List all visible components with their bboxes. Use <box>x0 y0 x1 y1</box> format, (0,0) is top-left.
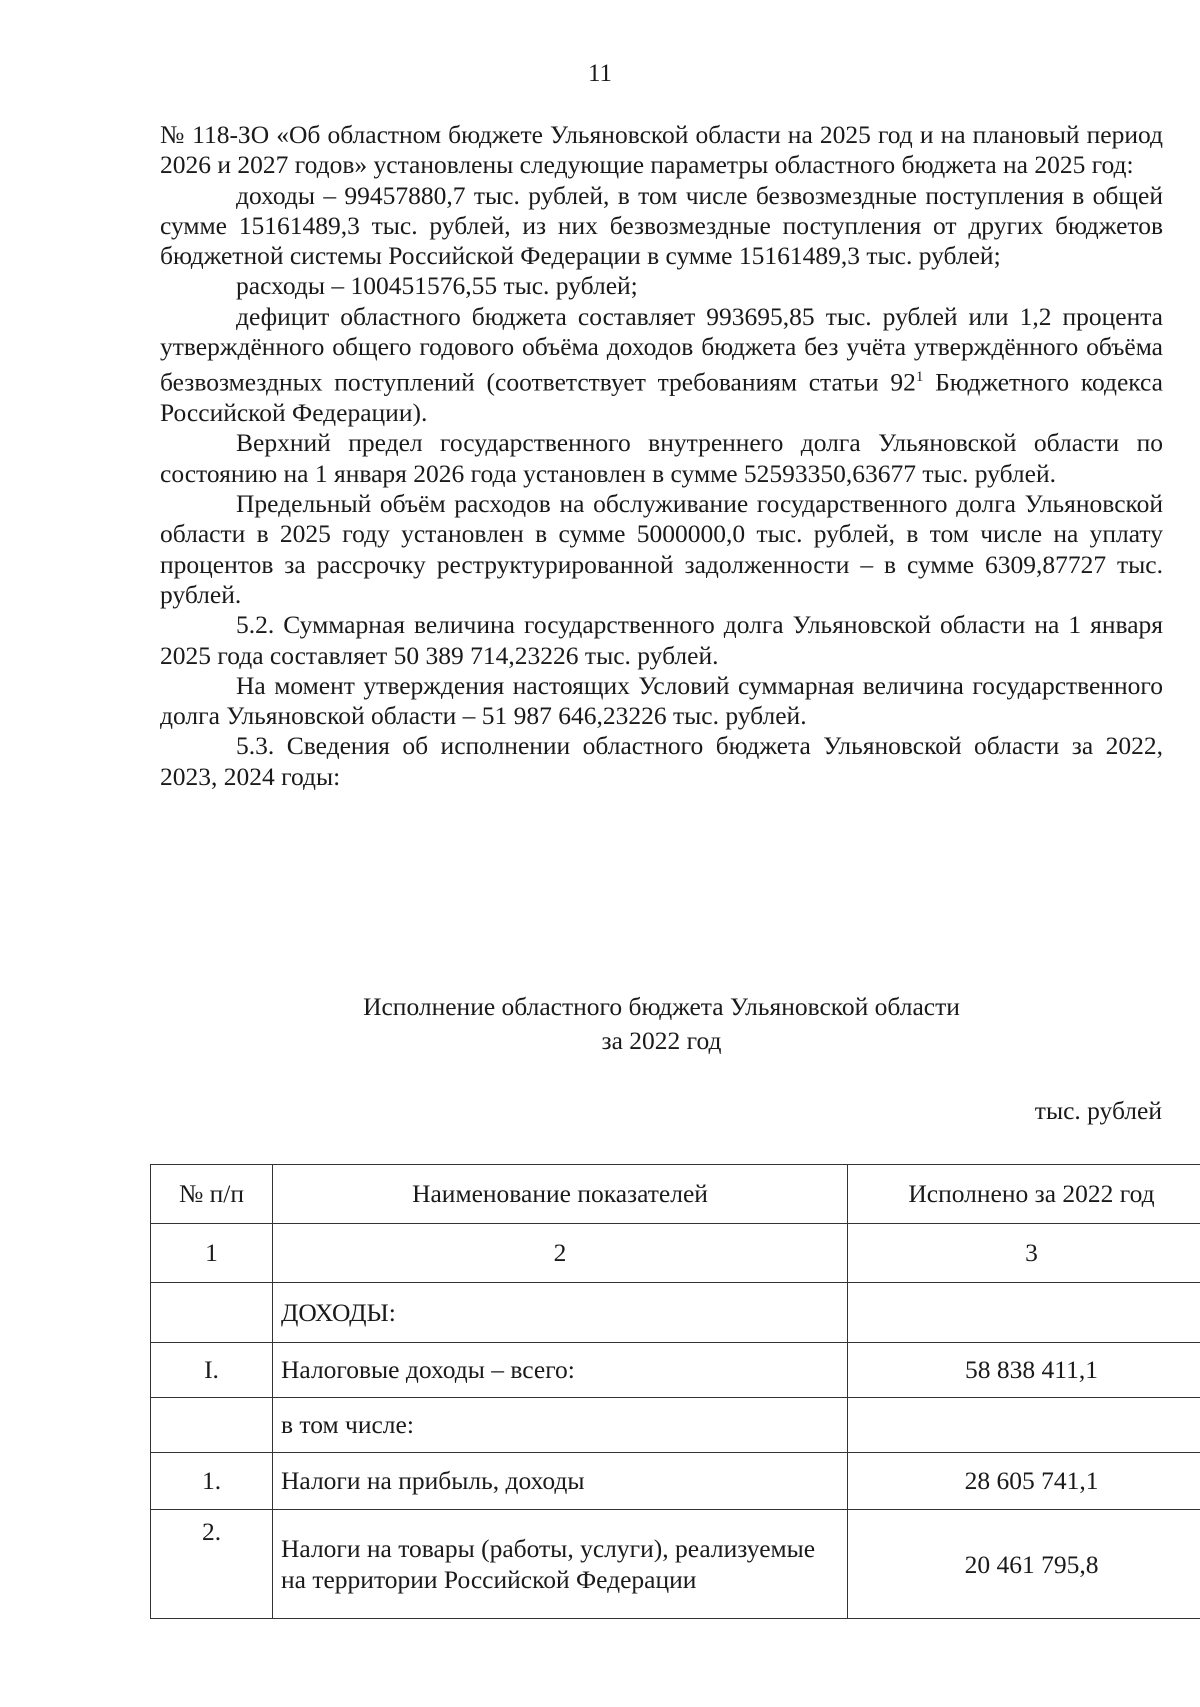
row-value: 28 605 741,1 <box>848 1453 1200 1510</box>
deficit-text: дефицит областного бюджета составляет 993695,85 тыс. рублей или 1,2 процента утверждённого общего годового объёма доходов бюджета без учёта утверждённого объёма безвозмездных поступлений (соответствует требованиям статьи 92 <box>160 301 1163 397</box>
document-body <box>160 120 1163 792</box>
paragraph-deficit <box>160 302 1163 429</box>
row-name: Налоги на товары (работы, услуги), реализуемые на территории Российской Федерации <box>273 1510 848 1619</box>
column-index-2: 2 <box>273 1224 848 1283</box>
row-number: 2. <box>151 1510 273 1619</box>
table-header-row <box>151 1165 1200 1224</box>
row-value: 58 838 411,1 <box>848 1343 1200 1398</box>
header-number: № п/п <box>151 1165 273 1224</box>
column-index-3: 3 <box>848 1224 1200 1283</box>
row-number <box>151 1398 273 1453</box>
table-row <box>151 1453 1200 1510</box>
row-value <box>848 1283 1200 1343</box>
column-index-1: 1 <box>151 1224 273 1283</box>
paragraph-law-reference: № 118-ЗО «Об областном бюджете Ульяновской области на 2025 год и на плановый период 2026 и 2027 годов» установлены следующие параметры областного бюджета на 2025 год: <box>160 120 1163 180</box>
header-indicator-name: Наименование показателей <box>273 1165 848 1224</box>
row-value: 20 461 795,8 <box>848 1510 1200 1619</box>
paragraph-section-5-3: 5.3. Сведения об исполнении областного бюджета Ульяновской области за 2022, 2023, 2024 годы: <box>160 731 1163 791</box>
row-name: Налоговые доходы – всего: <box>273 1343 848 1398</box>
table-title <box>160 990 1163 1058</box>
table-row <box>151 1343 1200 1398</box>
row-name: ДОХОДЫ: <box>273 1283 848 1343</box>
table-column-index-row <box>151 1224 1200 1283</box>
units-label: тыс. рублей <box>1034 1096 1162 1125</box>
row-number: 1. <box>151 1453 273 1510</box>
table-row <box>151 1398 1200 1453</box>
table-title-line2: за 2022 год <box>601 1026 722 1055</box>
article-superscript: 1 <box>915 369 924 386</box>
table-row <box>151 1510 1200 1619</box>
paragraph-debt-limit: Верхний предел государственного внутреннего долга Ульяновской области по состоянию на 1 января 2026 года установлен в сумме 52593350,63677 тыс. рублей. <box>160 428 1163 488</box>
paragraph-current-debt: На момент утверждения настоящих Условий суммарная величина государственного долга Ульяновской области – 51 987 646,23226 тыс. рублей. <box>160 670 1163 731</box>
paragraph-debt-service: Предельный объём расходов на обслуживание государственного долга Ульяновской области в 2025 году установлен в сумме 5000000,0 тыс. рублей, в том числе на уплату процентов за рассрочку реструктурированной задолженности – в сумме 6309,87727 тыс. рублей. <box>160 489 1163 609</box>
paragraph-expenses: расходы – 100451576,55 тыс. рублей; <box>236 271 638 301</box>
row-number <box>151 1283 273 1343</box>
table-title-line1: Исполнение областного бюджета Ульяновской области <box>363 992 960 1021</box>
deficit-tail: Бюджетного кодекса Российской Федерации). <box>160 367 1163 428</box>
page-number: 11 <box>587 60 613 87</box>
paragraph-section-5-2: 5.2. Суммарная величина государственного долга Ульяновской области на 1 января 2025 года составляет 50 389 714,23226 тыс. рублей. <box>160 610 1163 670</box>
budget-execution-table <box>150 1164 1200 1619</box>
row-number: I. <box>151 1343 273 1398</box>
row-name: Налоги на прибыль, доходы <box>273 1453 848 1510</box>
row-name: в том числе: <box>273 1398 848 1453</box>
row-value <box>848 1398 1200 1453</box>
header-executed: Исполнено за 2022 год <box>848 1165 1200 1224</box>
paragraph-revenues: доходы – 99457880,7 тыс. рублей, в том числе безвозмездные поступления в общей сумме 15161489,3 тыс. рублей, из них безвозмездные поступления от других бюджетов бюджетной системы Российской Федерации в сумме 15161489,3 тыс. рублей; <box>160 180 1163 271</box>
table-row <box>151 1283 1200 1343</box>
